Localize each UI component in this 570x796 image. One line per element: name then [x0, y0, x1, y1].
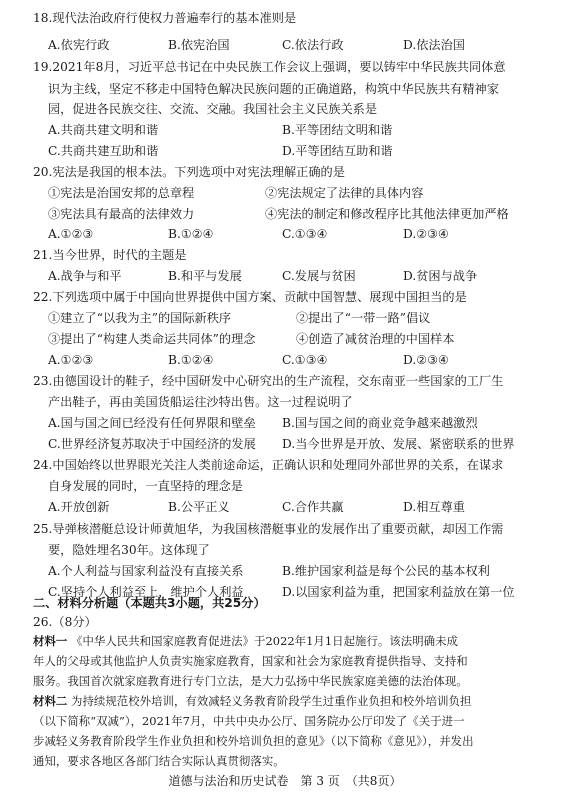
question-19-line-2: 识为主线，坚定不移走中国特色解决民族问题的正确道路，构筑中华民族共有精神家: [48, 82, 499, 96]
material-1-line-2: 年人的父母或其他监护人负责实施家庭教育，国家和社会为家庭教育提供指导、支持和: [33, 654, 468, 668]
q19-option-b: B.平等团结文明和谐: [282, 123, 393, 137]
question-24-line-2: 自身发展的同时，一直坚持的理念是: [48, 479, 243, 493]
material-2-line-1: 材料二 为持续规范校外培训，有效减轻义务教育阶段学生过重作业负担和校外培训负担: [33, 694, 472, 708]
material-2-line-2: （以下简称“双减”），2021年7月，中共中央办公厅、国务院办公厅印发了《关于进一: [33, 714, 465, 728]
question-22-stem: 22.下列选项中属于中国向世界提供中国方案、贡献中国智慧、展现中国担当的是: [33, 290, 467, 304]
q22-option-c: C.①③④: [282, 353, 328, 367]
q20-statement-2: ②宪法规定了法律的具体内容: [265, 186, 424, 200]
q24-option-a: A.开放创新: [48, 500, 110, 514]
question-18-stem: 18.现代法治政府行使权力普遍奉行的基本准则是: [33, 11, 297, 25]
q20-option-c: C.①③④: [282, 227, 328, 241]
question-19-line-3: 园，促进各民族交往、交流、交融。我国社会主义民族关系是: [48, 102, 378, 116]
question-26-label: 26.（8分）: [33, 615, 97, 629]
q20-statement-1: ①宪法是治国安邦的总章程: [48, 186, 195, 200]
q24-option-c: C.合作共赢: [282, 500, 344, 514]
question-19-line-1: 19.2021年8月，习近平总书记在中央民族工作会议上强调，要以铸牢中华民族共同体意: [33, 60, 506, 74]
q22-statement-1: ①建立了“以我为主”的国际新秩序: [48, 311, 232, 325]
question-25-line-1: 25.导弹核潜艇总设计师黄旭华，为我国核潜艇事业的发展作出了重要贡献，却因工作需: [33, 522, 504, 536]
material-2-label: 材料二: [33, 694, 68, 708]
material-1-line-3: 服务。我国首次就家庭教育进行专门立法，是大力弘扬中华民族家庭美德的法治体现。: [33, 674, 468, 688]
q19-option-c: C.共商共建互助和谐: [48, 144, 159, 158]
q22-statement-4: ④创造了减贫治理的中国样本: [296, 332, 455, 346]
question-20-stem: 20.宪法是我国的根本法。下列选项中对宪法理解正确的是: [33, 165, 345, 179]
question-23-line-1: 23.由德国设计的鞋子，经中国研发中心研究出的生产流程，交东南亚一些国家的工厂生: [33, 374, 504, 388]
material-1-label: 材料一: [33, 634, 68, 648]
question-24-line-1: 24.中国始终以世界眼光关注人类前途命运，正确认识和处理同外部世界的关系，在谋求: [33, 458, 504, 472]
q18-option-c: C.依法行政: [282, 38, 344, 52]
q23-option-d: D.当今世界是开放、发展、紧密联系的世界: [282, 437, 515, 451]
q24-option-b: B.公平正义: [168, 500, 230, 514]
question-25-line-2: 要，隐姓埋名30年。这体现了: [48, 543, 210, 557]
material-2-line-3: 步减轻义务教育阶段学生作业负担和校外培训负担的意见》（以下简称《意见》），并发出: [33, 734, 474, 748]
q22-statement-3: ③提出了“构建人类命运共同体”的理念: [48, 332, 256, 346]
question-23-line-2: 产出鞋子，再由美国货船运往沙特出售。这一过程说明了: [48, 395, 353, 409]
q22-option-a: A.①②③: [48, 353, 94, 367]
q23-option-c: C.世界经济复苏取决于中国经济的发展: [48, 437, 256, 451]
page-footer: 道德与法治和历史试卷 第 3 页 （共8页）: [168, 774, 402, 788]
q21-option-b: B.和平与发展: [168, 269, 242, 283]
material-1-line-1: 材料一 《中华人民共和国家庭教育促进法》于2022年1月1日起施行。该法明确未成: [33, 634, 459, 648]
q21-option-a: A.战争与和平: [48, 269, 122, 283]
q20-option-b: B.①②④: [168, 227, 214, 241]
q21-option-c: C.发展与贫困: [282, 269, 356, 283]
section-heading: 二、材料分析题（本题共3小题，共25分）: [33, 596, 266, 610]
material-2-line-4: 通知，要求各地区各部门结合实际认真贯彻落实。: [33, 754, 285, 768]
q18-option-b: B.依宪治国: [168, 38, 230, 52]
q22-statement-2: ②提出了“一带一路”倡议: [296, 311, 431, 325]
q20-statement-3: ③宪法具有最高的法律效力: [48, 207, 195, 221]
question-21-stem: 21.当今世界，时代的主题是: [33, 248, 187, 262]
q25-option-a: A.个人利益与国家利益没有直接关系: [48, 564, 244, 578]
q23-option-a: A.国与国之间已经没有任何界限和壁垒: [48, 416, 256, 430]
q19-option-d: D.平等团结互助和谐: [282, 144, 393, 158]
q19-option-a: A.共商共建文明和谐: [48, 123, 159, 137]
q20-option-a: A.①②③: [48, 227, 94, 241]
q20-statement-4: ④宪法的制定和修改程序比其他法律更加严格: [265, 207, 509, 221]
q22-option-d: D.②③④: [403, 353, 449, 367]
q21-option-d: D.贫困与战争: [403, 269, 478, 283]
q23-option-b: B.国与国之间的商业竞争越来越激烈: [282, 416, 478, 430]
q25-option-c: C.坚持个人利益至上，维护个人利益: [48, 585, 244, 599]
q25-option-b: B.维护国家利益是每个公民的基本权利: [282, 564, 490, 578]
q24-option-d: D.相互尊重: [403, 500, 465, 514]
q18-option-d: D.依法治国: [403, 38, 465, 52]
q25-option-d: D.以国家利益为重，把国家利益放在第一位: [282, 585, 515, 599]
q20-option-d: D.②③④: [403, 227, 449, 241]
q18-option-a: A.依宪行政: [48, 38, 110, 52]
q22-option-b: B.①②④: [168, 353, 214, 367]
